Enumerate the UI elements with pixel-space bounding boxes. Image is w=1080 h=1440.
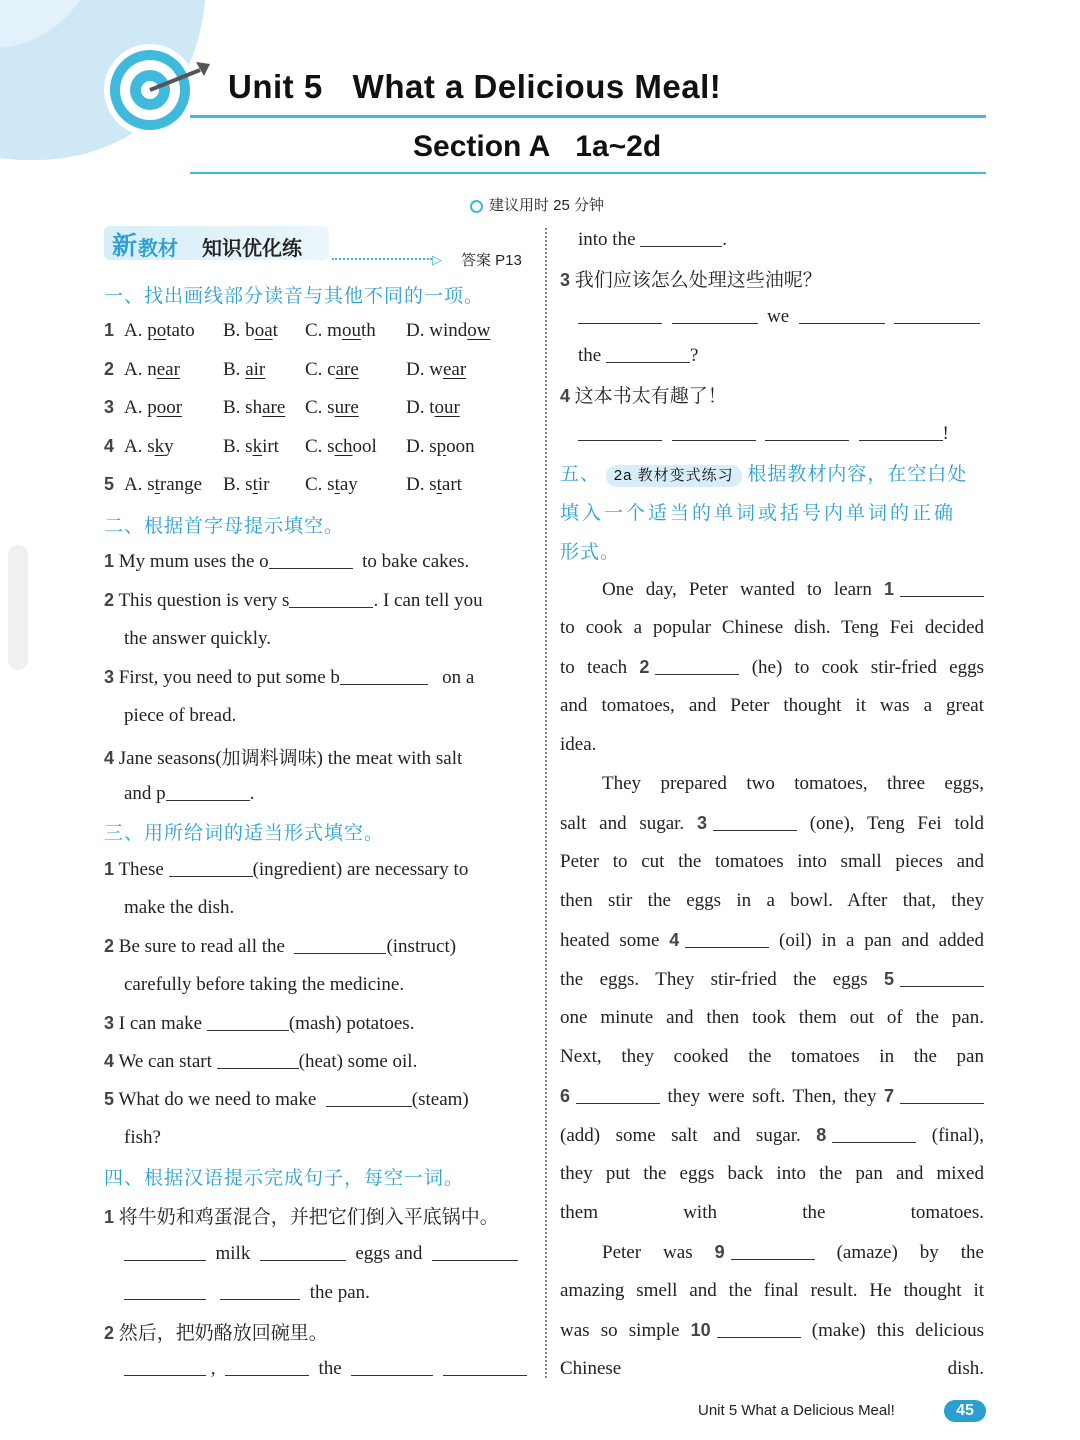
p1-option-2-d: D. wear [406, 358, 467, 380]
p1-option-3-b: B. share [223, 397, 286, 418]
unit-title: Unit 5 What a Delicious Meal! [228, 68, 722, 105]
p1-row-3 [104, 397, 114, 419]
dotted-leader [332, 258, 432, 260]
p4-q3: 3 我们应该怎么处理这些油呢？ [560, 270, 822, 291]
target-icon [104, 44, 196, 136]
passage-line: Chinese dish. [560, 1358, 984, 1379]
blank [832, 1124, 916, 1143]
question-number: 3 [104, 397, 115, 417]
blank [576, 1085, 660, 1104]
blank [900, 968, 984, 987]
passage-line: and tomatoes, and Peter thought it was a great [560, 695, 984, 716]
passage-line: then stir the eggs in a bowl. After that, they [560, 890, 984, 911]
blank-number: 1 [883, 579, 894, 599]
p3-q4: 4 We can start (heat) some oil. [104, 1051, 418, 1072]
passage-line: to teach 2 (he) to cook stir-fried eggs [560, 657, 985, 678]
p2-q4: 4 Jane seasons(加调料调味) the meat with salt [104, 748, 463, 769]
question-number: 4 [104, 435, 115, 456]
p1-option-4-c: C. school [305, 435, 377, 457]
section-title: Section A 1a~2d [413, 130, 662, 163]
passage-line: amazing smell and the final result. He thought it [560, 1280, 984, 1301]
p4-q3-blanks2: the ? [578, 345, 699, 366]
clock-icon [470, 200, 483, 213]
blank-number: 4 [669, 930, 680, 950]
p1-row-1 [104, 320, 114, 342]
passage-line: them with the tomatoes. [560, 1202, 984, 1223]
footer-text: Unit 5 What a Delicious Meal! [698, 1402, 895, 1419]
p1-option-5-c: C. stay [305, 474, 358, 495]
blank-number: 8 [816, 1125, 827, 1145]
badge-xin: 新 [112, 232, 138, 260]
blank-number: 6 [560, 1086, 571, 1106]
passage-line: salt and sugar. 3 (one), Teng Fei told [560, 813, 984, 834]
part5-heading-3: 形式。 [560, 542, 621, 563]
p3-q3: 3 I can make (mash) potatoes. [104, 1013, 415, 1034]
new-textbook-badge [104, 226, 329, 260]
passage-line: (add) some salt and sugar. 8 (final), [560, 1125, 984, 1146]
part5-heading-2: 填入一个适当的单词或括号内单词的正确 [560, 503, 957, 524]
blank [713, 812, 797, 831]
blank [900, 1085, 984, 1104]
blank-number: 7 [883, 1086, 894, 1106]
blank-number: 9 [714, 1242, 725, 1262]
title-rule [190, 115, 986, 118]
passage-line: They prepared two tomatoes, three eggs, [602, 773, 984, 794]
question-number: 1 [104, 320, 115, 340]
p1-option-1-a: A. potato [124, 320, 195, 341]
p1-option-3-d: D. tour [406, 397, 460, 418]
passage-line: the eggs. They stir-fried the eggs 5 [560, 968, 984, 991]
passage-line: One day, Peter wanted to learn 1 [602, 578, 984, 601]
p4-q2-cont: into the . [578, 229, 728, 250]
p1-option-5-d: D. start [406, 474, 462, 495]
blank [655, 656, 739, 675]
p1-option-2-c: C. care [305, 358, 359, 380]
column-divider [545, 228, 547, 1378]
question-number: 2 [104, 358, 115, 379]
passage-line: Peter was 9 (amaze) by the [602, 1242, 984, 1263]
part5-heading: 五、 2a 教材变式练习 根据教材内容，在空白处 [560, 464, 968, 485]
passage-line: heated some 4 (oil) in a pan and added [560, 930, 985, 951]
blank-number: 2 [639, 657, 650, 677]
p1-option-1-b: B. boat [223, 320, 278, 341]
p2-q2-cont: the answer quickly. [124, 628, 272, 649]
answer-ref: 答案 P13 [461, 252, 522, 269]
p2-q1: 1 My mum uses the o to bake cakes. [104, 551, 470, 572]
badge-jiaocai: 教材 [138, 238, 178, 260]
p4-q3-blanks: we [578, 305, 980, 328]
arrow-icon: ▷ [432, 252, 442, 267]
p4-q4-blanks: ! [578, 422, 949, 445]
part3-heading: 三、用所给词的适当形式填空。 [104, 823, 385, 844]
p2-q2: 2 This question is very s . I can tell you [104, 590, 483, 611]
p1-option-1-c: C. mouth [305, 320, 376, 341]
part1-heading: 一、找出画线部分读音与其他不同的一项。 [104, 286, 485, 307]
section-rule [190, 172, 986, 174]
page-number: 45 [944, 1400, 986, 1422]
passage-line: to cook a popular Chinese dish. Teng Fei decided [560, 617, 984, 638]
passage-line: Next, they cooked the tomatoes in the pan [560, 1046, 984, 1067]
passage-line: 6 they were soft. Then, they 7 [560, 1085, 984, 1108]
variant-tag: 2a 教材变式练习 [606, 465, 742, 487]
blank-number: 3 [696, 813, 707, 833]
p1-row-2 [104, 359, 114, 381]
passage-line: one minute and then took them out of the pan. [560, 1007, 984, 1028]
p2-q3: 3 First, you need to put some b on a [104, 667, 475, 688]
passage-line: they put the eggs back into the pan and mixed [560, 1163, 984, 1184]
p3-q1: 1 These (ingredient) are necessary to [104, 859, 469, 880]
p4-q1-blanks: milk eggs and [124, 1242, 518, 1265]
blank [900, 578, 984, 597]
p1-row-5 [104, 474, 114, 496]
p1-option-2-a: A. near [124, 358, 180, 380]
blank [731, 1241, 815, 1260]
p3-q5: 5 What do we need to make (steam) [104, 1089, 469, 1110]
p1-option-3-c: C. sure [305, 397, 359, 418]
p1-option-4-d: D. spoon [406, 435, 475, 457]
p2-q3-cont: piece of bread. [124, 705, 237, 726]
p1-option-4-b: B. skirt [223, 435, 279, 457]
p1-option-3-a: A. poor [124, 397, 183, 418]
blank-number: 10 [690, 1320, 711, 1340]
passage-line: was so simple 10 (make) this delicious [560, 1320, 984, 1341]
p1-option-2-b: B. air [223, 358, 266, 380]
time-hint: 建议用时 25 分钟 [470, 194, 604, 215]
p3-q5-cont: fish? [124, 1127, 161, 1148]
p1-row-4 [104, 436, 114, 458]
blank [717, 1319, 801, 1338]
p4-q2: 2 然后，把奶酪放回碗里。 [104, 1323, 328, 1344]
p4-q1: 1 将牛奶和鸡蛋混合，并把它们倒入平底锅中。 [104, 1207, 499, 1228]
p1-option-1-d: D. window [406, 320, 491, 341]
p3-q1-cont: make the dish. [124, 897, 235, 918]
p4-q2-blanks: , the [124, 1357, 527, 1380]
side-tab [8, 545, 28, 670]
p2-q4-cont: and p . [124, 783, 255, 804]
badge-zhishi: 知识优化练 [202, 238, 302, 260]
p1-option-5-a: A. strange [124, 474, 203, 495]
p3-q2-cont: carefully before taking the medicine. [124, 974, 405, 995]
passage-line: Peter to cut the tomatoes into small pieces and [560, 851, 984, 872]
question-number: 5 [104, 474, 115, 494]
p1-option-4-a: A. sky [124, 435, 174, 457]
blank [685, 929, 769, 948]
blank-number: 5 [883, 969, 894, 989]
p1-option-5-b: B. stir [223, 474, 270, 495]
part2-heading: 二、根据首字母提示填空。 [104, 516, 345, 537]
passage-line: idea. [560, 734, 597, 755]
p4-q4: 4 这本书太有趣了！ [560, 386, 727, 407]
part4-heading: 四、根据汉语提示完成句子，每空一词。 [104, 1168, 465, 1189]
p4-q1-blanks2: the pan. [124, 1281, 370, 1304]
p3-q2: 2 Be sure to read all the (instruct) [104, 936, 457, 957]
